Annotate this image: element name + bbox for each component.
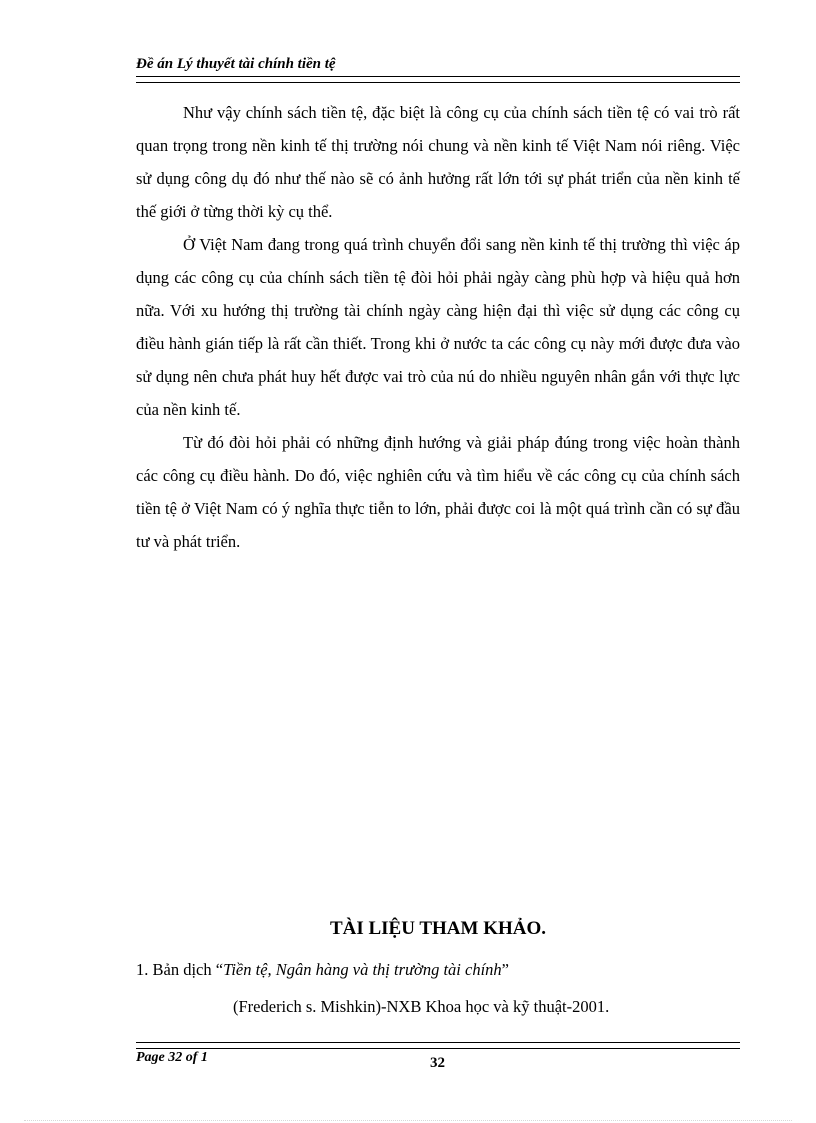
reference-item-1 (136, 960, 509, 980)
reference-prefix: 1. Bản dịch “ (136, 960, 224, 979)
paragraph-1: Như vậy chính sách tiền tệ, đặc biệt là công cụ của chính sách tiền tệ có vai trò rất quan trọng trong nền kinh tế thị trường nói chung và nền kinh tế Việt Nam nói riêng. Việc sử dụng công dụ đó như thế nào sẽ có ảnh hưởng rất lớn tới sự phát triển của nền kinh tế thế giới ở từng thời kỳ cụ thể. (136, 103, 740, 221)
header-title: Đề án Lý thuyết tài chính tiền tệ (136, 56, 336, 72)
reference-title: Tiền tệ, Ngân hàng và thị trường tài chính (223, 960, 502, 979)
header-rule-top (136, 76, 740, 79)
paragraph-2: Ở Việt Nam đang trong quá trình chuyển đổi sang nền kinh tế thị trường thì việc áp dụng các công cụ của chính sách tiền tệ đòi hỏi phải ngày càng phù hợp và hiệu quả hơn nữa. Với xu hướng thị trường tài chính ngày càng hiện đại thì việc sử dụng các công cụ điều hành gián tiếp là rất cần thiết. Trong khi ở nước ta các công cụ này mới được đưa vào sử dụng nên chưa phát huy hết được vai trò của nú do nhiều nguyên nhân gắn với thực lực của nền kinh tế. (136, 235, 740, 419)
header-rule-bottom (136, 82, 740, 83)
footer-rule-top (136, 1042, 740, 1045)
body-text (136, 96, 740, 558)
reference-suffix: ” (501, 960, 509, 979)
footer-rule-bottom (136, 1048, 740, 1049)
paragraph-3: Từ đó đòi hỏi phải có những định hướng và giải pháp đúng trong việc hoàn thành các công cụ điều hành. Do đó, việc nghiên cứu và tìm hiểu về các công cụ của chính sách tiền tệ ở Việt Nam có ý nghĩa thực tiễn to lớn, phải được coi là một quá trình cần có sự đầu tư và phát triển. (136, 433, 740, 551)
page-edge-divider (24, 1120, 792, 1121)
references-heading: TÀI LIỆU THAM KHẢO. (329, 918, 547, 939)
page-number: 32 (430, 1055, 445, 1071)
reference-details: (Frederich s. Mishkin)-NXB Khoa học và kỹ thuật-2001. (233, 997, 610, 1016)
footer-page-label: Page 32 of 1 (136, 1050, 208, 1065)
